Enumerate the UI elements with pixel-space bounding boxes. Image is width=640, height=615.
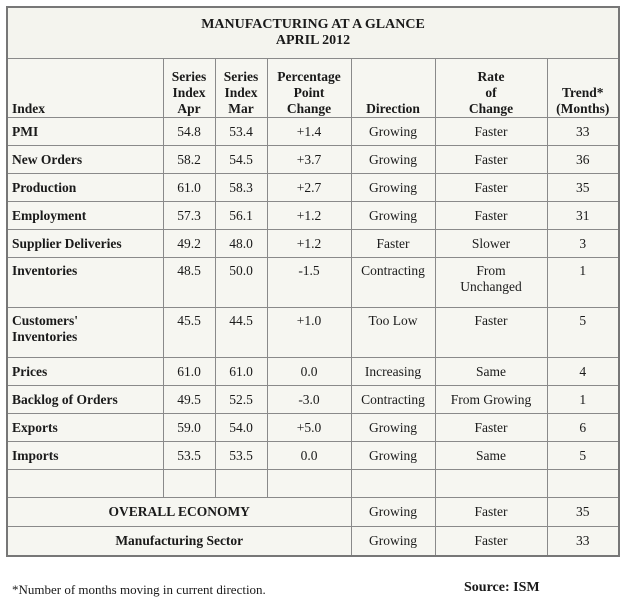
table-row: [7, 358, 619, 386]
row-mar: 50.0: [215, 258, 267, 308]
row-trend: 1: [547, 258, 619, 308]
row-rate: Faster: [435, 146, 547, 174]
header-rate-line: Rate: [477, 69, 505, 84]
row-mar: 48.0: [215, 230, 267, 258]
row-direction: Growing: [351, 118, 435, 146]
row-apr: 57.3: [163, 202, 215, 230]
overall-economy-direction: Growing: [351, 498, 435, 527]
row-change: 0.0: [267, 358, 351, 386]
table-row: [7, 414, 619, 442]
row-rate: From Growing: [435, 386, 547, 414]
row-trend: 5: [547, 442, 619, 470]
overall-economy-trend: 35: [547, 498, 619, 527]
row-index: PMI: [7, 118, 163, 146]
header-series-mar: [215, 59, 267, 118]
manufacturing-sector-rate: Faster: [435, 527, 547, 557]
row-direction: Growing: [351, 146, 435, 174]
row-apr: 48.5: [163, 258, 215, 308]
header-index: Index: [7, 59, 163, 118]
row-mar: 54.5: [215, 146, 267, 174]
table-row: [7, 308, 619, 358]
row-change: +5.0: [267, 414, 351, 442]
row-trend: 33: [547, 118, 619, 146]
row-index: Backlog of Orders: [7, 386, 163, 414]
manufacturing-table-container: [6, 6, 618, 557]
row-direction: Growing: [351, 414, 435, 442]
header-direction: Direction: [351, 59, 435, 118]
row-apr: 53.5: [163, 442, 215, 470]
title-line-1: MANUFACTURING AT A GLANCE: [201, 17, 425, 32]
manufacturing-sector-trend: 33: [547, 527, 619, 557]
row-index: Production: [7, 174, 163, 202]
row-rate: Faster: [435, 308, 547, 358]
empty-cell: [163, 470, 215, 498]
title-line-2: APRIL 2012: [275, 33, 351, 48]
header-apr-line: Index: [172, 85, 206, 100]
row-apr: 61.0: [163, 358, 215, 386]
overall-economy-rate: Faster: [435, 498, 547, 527]
table-row: [7, 118, 619, 146]
row-trend: 31: [547, 202, 619, 230]
row-rate: Faster: [435, 174, 547, 202]
row-direction: Too Low: [351, 308, 435, 358]
row-index: Customers' Inventories: [7, 308, 163, 358]
manufacturing-sector-direction: Growing: [351, 527, 435, 557]
manufacturing-sector-row: [7, 527, 619, 557]
table-row: [7, 386, 619, 414]
header-mar-line: Series: [223, 69, 259, 84]
row-change: +1.2: [267, 202, 351, 230]
row-direction: Contracting: [351, 258, 435, 308]
header-mar-line: Mar: [228, 101, 254, 116]
row-rate: Slower: [435, 230, 547, 258]
row-index: Employment: [7, 202, 163, 230]
row-rate: Faster: [435, 118, 547, 146]
header-rate-of-change: [435, 59, 547, 118]
manufacturing-sector-label: Manufacturing Sector: [7, 527, 351, 557]
row-change: -3.0: [267, 386, 351, 414]
row-direction: Faster: [351, 230, 435, 258]
row-rate: From Unchanged: [435, 258, 547, 308]
header-apr-line: Series: [171, 69, 207, 84]
row-mar: 61.0: [215, 358, 267, 386]
row-direction: Growing: [351, 442, 435, 470]
row-apr: 49.2: [163, 230, 215, 258]
header-change-line: Point: [293, 85, 325, 100]
header-apr-line: Apr: [177, 101, 201, 116]
row-direction: Growing: [351, 202, 435, 230]
row-apr: 58.2: [163, 146, 215, 174]
header-rate-line: of: [485, 85, 497, 100]
header-change-line: Percentage: [277, 69, 341, 84]
row-index: Supplier Deliveries: [7, 230, 163, 258]
row-mar: 56.1: [215, 202, 267, 230]
row-trend: 35: [547, 174, 619, 202]
row-rate: Faster: [435, 202, 547, 230]
table-row: [7, 442, 619, 470]
empty-cell: [351, 470, 435, 498]
row-trend: 6: [547, 414, 619, 442]
empty-cell: [547, 470, 619, 498]
header-point-change: [267, 59, 351, 118]
row-direction: Growing: [351, 174, 435, 202]
row-apr: 45.5: [163, 308, 215, 358]
row-rate: Same: [435, 442, 547, 470]
row-change: +1.0: [267, 308, 351, 358]
row-index: Prices: [7, 358, 163, 386]
row-trend: 1: [547, 386, 619, 414]
row-index: Exports: [7, 414, 163, 442]
row-index: Inventories: [7, 258, 163, 308]
table-row: [7, 230, 619, 258]
overall-economy-label: OVERALL ECONOMY: [7, 498, 351, 527]
table-row: [7, 202, 619, 230]
row-direction: Increasing: [351, 358, 435, 386]
header-rate-line: Change: [468, 101, 514, 116]
row-index: New Orders: [7, 146, 163, 174]
row-change: -1.5: [267, 258, 351, 308]
row-trend: 36: [547, 146, 619, 174]
empty-cell: [7, 470, 163, 498]
header-trend: [547, 59, 619, 118]
header-trend-line: Trend*: [562, 85, 604, 100]
row-trend: 3: [547, 230, 619, 258]
table-title: [7, 7, 619, 59]
row-index: Imports: [7, 442, 163, 470]
table-row: [7, 174, 619, 202]
row-apr: 49.5: [163, 386, 215, 414]
row-trend: 4: [547, 358, 619, 386]
row-direction: Contracting: [351, 386, 435, 414]
row-mar: 58.3: [215, 174, 267, 202]
table-row: [7, 146, 619, 174]
row-apr: 61.0: [163, 174, 215, 202]
header-series-apr: [163, 59, 215, 118]
row-change: 0.0: [267, 442, 351, 470]
source-label: Source: ISM: [464, 580, 540, 595]
row-change: +1.4: [267, 118, 351, 146]
row-mar: 44.5: [215, 308, 267, 358]
row-change: +3.7: [267, 146, 351, 174]
row-change: +1.2: [267, 230, 351, 258]
row-trend: 5: [547, 308, 619, 358]
empty-cell: [267, 470, 351, 498]
row-mar: 53.4: [215, 118, 267, 146]
row-rate: Same: [435, 358, 547, 386]
row-apr: 54.8: [163, 118, 215, 146]
manufacturing-at-a-glance-table: [6, 6, 620, 557]
header-row: [7, 59, 619, 118]
row-apr: 59.0: [163, 414, 215, 442]
row-mar: 52.5: [215, 386, 267, 414]
row-mar: 54.0: [215, 414, 267, 442]
header-trend-line: (Months): [556, 101, 610, 116]
table-row: [7, 258, 619, 308]
header-mar-line: Index: [224, 85, 258, 100]
empty-row: [7, 470, 619, 498]
overall-economy-row: [7, 498, 619, 527]
footnote: *Number of months moving in current direction.: [12, 582, 266, 597]
row-change: +2.7: [267, 174, 351, 202]
empty-cell: [435, 470, 547, 498]
header-change-line: Change: [286, 101, 332, 116]
row-rate: Faster: [435, 414, 547, 442]
empty-cell: [215, 470, 267, 498]
row-mar: 53.5: [215, 442, 267, 470]
